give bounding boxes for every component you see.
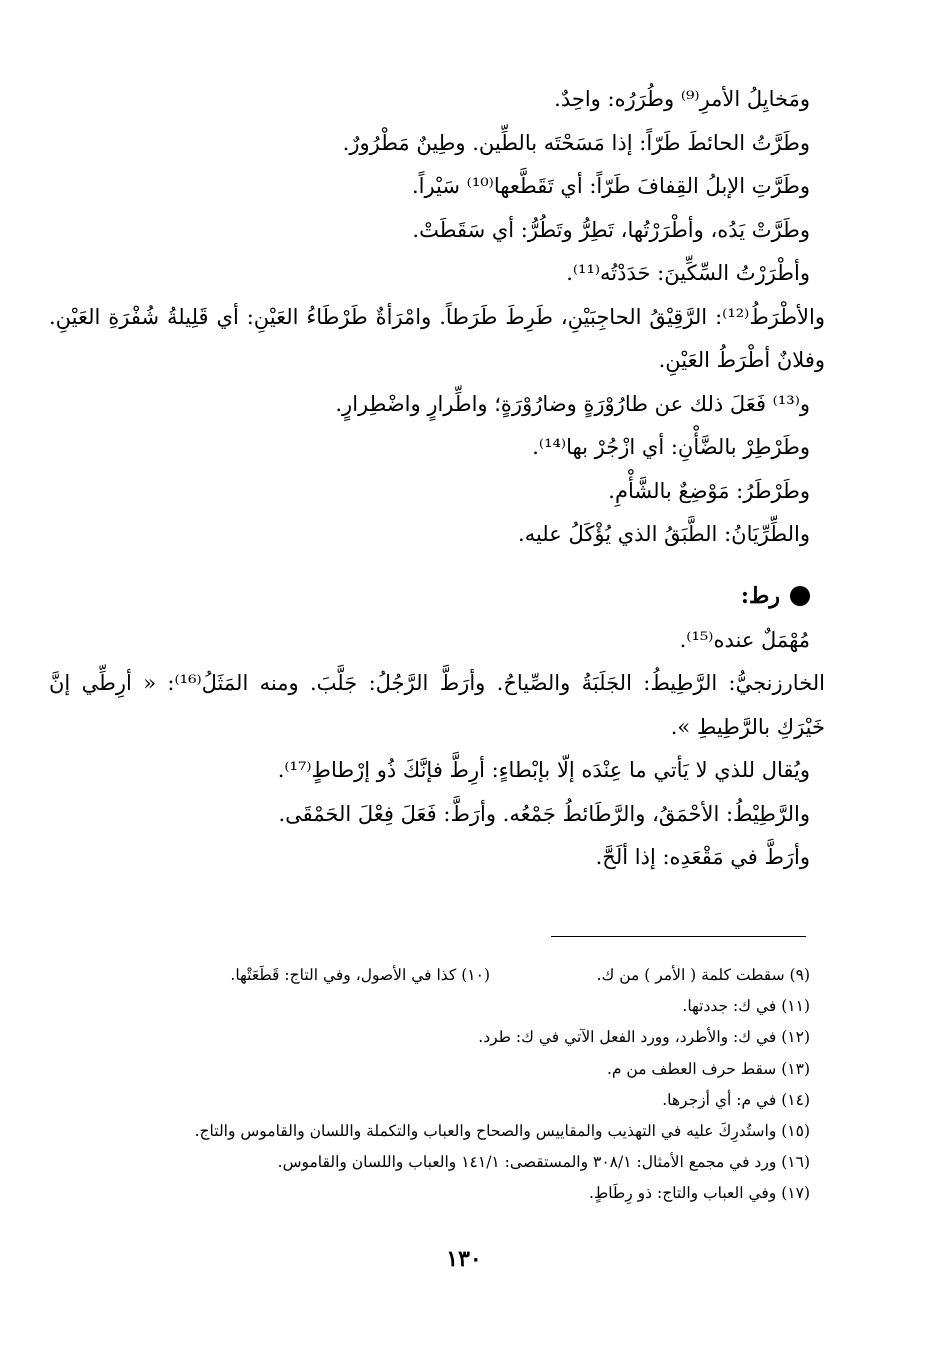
text-line: ويُقال للذي لا يَأتي ما عِنْدَه إلّا بإبْطاءٍ: أرِطَّ فإنَّكَ ذُو إرْطاطٍ⁽¹⁷⁾. bbox=[277, 758, 810, 782]
footnote-divider bbox=[551, 936, 806, 937]
footnote-13: (١٣) سقط حرف العطف من م. bbox=[606, 1059, 810, 1078]
footnote-10: (١٠) كذا في الأصول، وفي التاج: قَطَعَتْها. bbox=[230, 966, 490, 984]
text-line: والطِّرِّيَانُ: الطَّبَقُ الذي يُؤْكَلُ عليه. bbox=[518, 522, 810, 546]
footnote-row bbox=[110, 960, 810, 991]
footnote-16: (١٦) ورد في مجمع الأمثال: ٣٠٨/١ والمستقصى: ١٤١/١ والعباب واللسان والقاموس. bbox=[277, 1153, 810, 1172]
footnote-14: (١٤) في م: أي أزجرها. bbox=[662, 1090, 810, 1109]
page-number: ١٣٠ bbox=[446, 1246, 482, 1272]
text-line: وأرَطَّ في مَقْعَدِه: إذا ألَحَّ. bbox=[595, 845, 810, 869]
footnote-11: (١١) في ك: جددتها. bbox=[682, 997, 810, 1016]
text-line: ومَخايِلُ الأمرِ⁽⁹⁾ وطُرَرُه: واحِدٌ. bbox=[554, 87, 810, 111]
text-line: والرَّطِيْطُ: الأحْمَقُ، والرَّطَائطُ جَمْعُه. وأرَطَّ: فَعَلَ فِعْلَ الحَمْقَى. bbox=[278, 801, 810, 826]
text-line: وطَرَّتْ يَدُه، وأطْرَرْتُها، تَطِرُّ وتَطُرُّ: أي سَقَطَتْ. bbox=[412, 217, 810, 242]
text-line: وطَرَّتُ الحائطَ طَرّاً: إذا مَسَحْتَه بالطِّين. وطِينٌ مَطْرُورٌ. bbox=[342, 130, 810, 155]
text-line: وطَرَّتِ الإبلُ القِفافَ طَرّاً: أي تَقَطَّعها⁽¹⁰⁾ سَيْراً. bbox=[411, 174, 810, 198]
footnote-15: (١٥) واستُدرِكَ عليه في التهذيب والمقاييس والصحاح والعباب والتكملة واللسان والقاموس والتاج. bbox=[194, 1122, 810, 1141]
text-line: وطَرْطِرْ بالضَّأْنِ: أي ازْجُرْ بها⁽¹⁴⁾. bbox=[532, 435, 810, 459]
footnote-9: (٩) سقطت كلمة ( الأمر ) من ك. bbox=[596, 966, 810, 984]
main-text bbox=[49, 78, 825, 880]
footnote-12: (١٢) في ك: والأطرد، وورد الفعل الآتي في ك: طرد. bbox=[478, 1028, 810, 1047]
section-heading bbox=[84, 573, 810, 619]
text-line: وأطْرَرْتُ السِّكِّينَ: حَدَدْتُه⁽¹¹⁾. bbox=[566, 261, 810, 285]
section-heading-label: رط: bbox=[740, 582, 780, 609]
text-paragraph: والأطْرَطُ⁽¹²⁾: الرَّقِيْقُ الحاجِبَيْنِ، طَرِطَ طَرَطاً. وامْرَأةٌ طَرْطَاءُ العَيْنِ: أي قَلِيلةُ شُفْرَةِ العَيْنِ. وفلانٌ أطْرَطُ العَيْنِ. bbox=[49, 304, 825, 372]
text-line: و⁽¹³⁾ فَعَلَ ذلك عن طارُوْرَةٍ وضارُوْرَةٍ؛ واطِّرارٍ واضْطِرارٍ. bbox=[335, 391, 810, 416]
text-line: مُهْمَلٌ عنده⁽¹⁵⁾. bbox=[679, 627, 810, 652]
footnote-17: (١٧) وفي العباب والتاج: ذو رِطَاطٍ. bbox=[588, 1184, 810, 1203]
footnotes bbox=[110, 960, 810, 1210]
text-line: وطَرْطَرُ: مَوْضِعٌ بالشَّأْمِ. bbox=[608, 478, 810, 503]
bullet-icon bbox=[790, 586, 810, 606]
text-paragraph: الخارزنجيُّ: الرَّطِيطُ: الجَلَبَةُ والصِّياحُ. وأرَطَّ الرَّجُلُ: جَلَّبَ. ومنه المَثَلُ⁽¹⁶⁾: « أرِطِّي إنَّ خَيْرَكِ بالرَّطِيطِ ». bbox=[49, 671, 825, 739]
